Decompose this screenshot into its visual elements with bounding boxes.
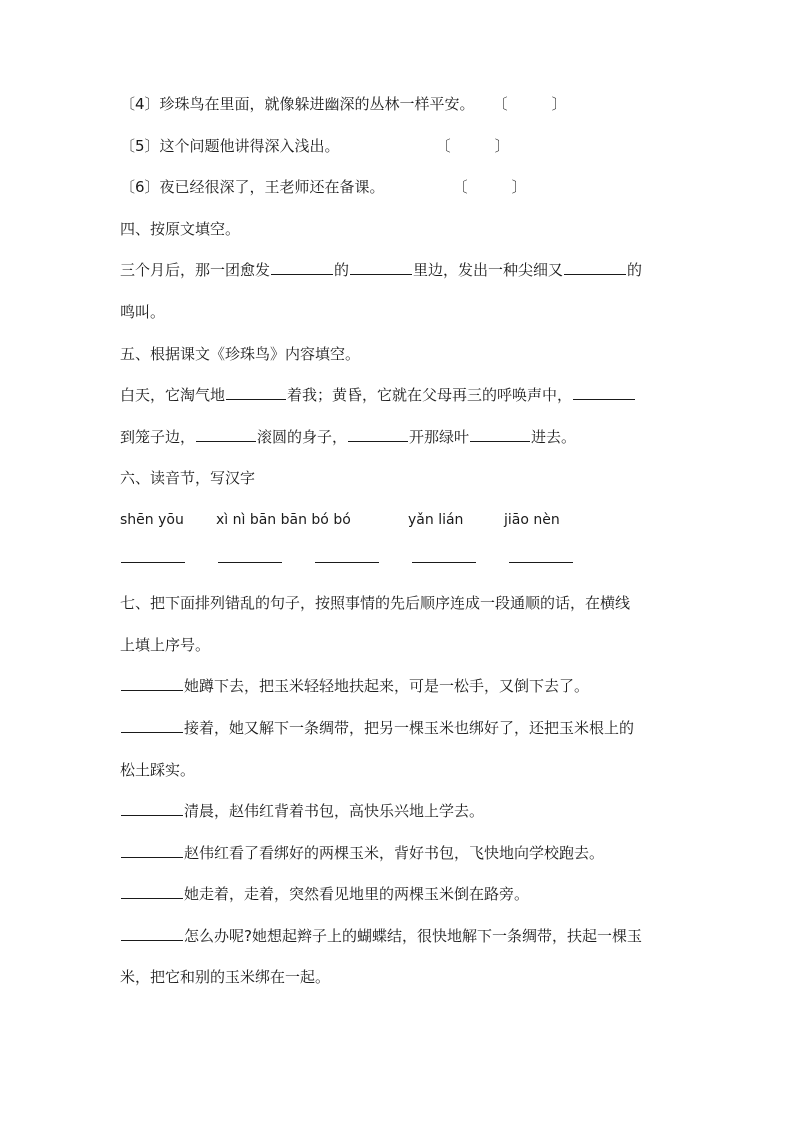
- pinyin-answer-blank-3[interactable]: [315, 561, 379, 563]
- question-4-text: 珍珠鸟在里面，就像躲进幽深的丛林一样平安。: [159, 95, 475, 113]
- sentence-2-line-1: 接着，她又解下一条绸带，把另一棵玉米也绑好了，还把玉米根上的: [120, 708, 680, 750]
- sentence-6-line-2: 米，把它和别的玉米绑在一起。: [120, 968, 331, 987]
- sentence-3: 清晨，赵伟红背着书包，高快乐兴地上学去。: [120, 791, 680, 833]
- question-4-number: 〔4〕: [120, 95, 160, 113]
- pinyin-row: [120, 500, 680, 542]
- pinyin-answer-blank-4[interactable]: [412, 561, 476, 563]
- fill-blank[interactable]: [350, 259, 412, 275]
- pinyin-2: xì nì bān bān bó bó: [216, 511, 351, 528]
- section-5-line-2: 到笼子边， 滚圆的身子， 开那绿叶 进去。: [120, 427, 577, 446]
- order-blank[interactable]: [121, 800, 183, 816]
- fill-blank[interactable]: [348, 426, 408, 442]
- sentence-2-line-2: 松土踩实。: [120, 760, 196, 779]
- pinyin-answer-blank-2[interactable]: [218, 561, 282, 563]
- pinyin-3: yǎn lián: [408, 511, 464, 528]
- order-blank[interactable]: [121, 675, 183, 691]
- fill-blank[interactable]: [470, 426, 530, 442]
- question-6: [120, 167, 680, 209]
- sentence-1: 她蹲下去，把玉米轻轻地扶起来，可是一松手，又倒下去了。: [120, 666, 680, 708]
- pinyin-4: jiāo nèn: [504, 511, 560, 528]
- worksheet-page: [120, 84, 680, 999]
- section-7-title-line-1: 七、把下面排列错乱的句子，按照事情的先后顺序连成一段通顺的话，在横线: [120, 594, 631, 613]
- fill-blank[interactable]: [226, 384, 286, 400]
- question-6-number: 〔6〕: [120, 178, 160, 197]
- question-4-answer-paren[interactable]: 〔 〕: [492, 95, 567, 113]
- pinyin-answer-blank-5[interactable]: [509, 561, 573, 563]
- section-5-line-1: 白天，它淘气地 着我；黄昏，它就在父母再三的呼唤声中，: [120, 375, 680, 417]
- fill-blank[interactable]: [573, 384, 635, 400]
- fill-blank[interactable]: [271, 259, 333, 275]
- question-5-text: 这个问题他讲得深入浅出。: [159, 136, 340, 155]
- pinyin-answer-row: [120, 542, 680, 584]
- question-4: [120, 84, 680, 126]
- order-blank[interactable]: [121, 925, 183, 941]
- section-4-line-1: 三个月后，那一团愈发 的 里边，发出一种尖细又 的: [120, 261, 643, 280]
- fill-blank[interactable]: [564, 259, 626, 275]
- order-blank[interactable]: [121, 842, 183, 858]
- question-5: [120, 126, 680, 168]
- pinyin-1: shēn yōu: [120, 511, 184, 528]
- pinyin-answer-blank-1[interactable]: [121, 561, 185, 563]
- order-blank[interactable]: [121, 717, 183, 733]
- question-6-answer-paren[interactable]: 〔 〕: [452, 178, 527, 197]
- section-4-line-2: 鸣叫。: [120, 302, 166, 321]
- order-blank[interactable]: [121, 883, 183, 899]
- fill-blank[interactable]: [196, 426, 256, 442]
- sentence-5: 她走着，走着，突然看见地里的两棵玉米倒在路旁。: [120, 874, 680, 916]
- section-4-title: 四、按原文填空。: [120, 219, 241, 238]
- question-6-text: 夜已经很深了，王老师还在备课。: [159, 178, 385, 197]
- sentence-4: 赵伟红看了看绑好的两棵玉米，背好书包，飞快地向学校跑去。: [120, 833, 680, 875]
- sentence-6-line-1: 怎么办呢?她想起辫子上的蝴蝶结，很快地解下一条绸带，扶起一棵玉: [120, 916, 680, 958]
- section-7-title-line-2: 上填上序号。: [120, 635, 211, 654]
- section-6-title: 六、读音节，写汉字: [120, 469, 256, 488]
- section-5-title: 五、根据课文《珍珠鸟》内容填空。: [120, 344, 361, 363]
- question-5-number: 〔5〕: [120, 136, 160, 155]
- question-5-answer-paren[interactable]: 〔 〕: [435, 136, 510, 155]
